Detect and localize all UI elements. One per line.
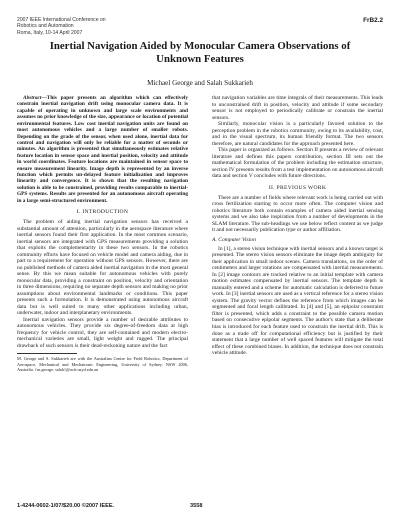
paper-title <box>40 40 360 66</box>
authors: Michael George and Salah Sukkarieh <box>147 79 253 87</box>
conference-line-2: Robotics and Automation <box>17 23 74 30</box>
paragraph: that navigation variables are time integrals of their measurements. This leads to unconstrained drift in position, velocity and attitude if some secondary sensor is not employed to periodically calibrate or constrain the inertial sensors. <box>212 95 383 121</box>
page-number: 3558 <box>190 503 203 509</box>
conference-header <box>17 17 157 36</box>
footnote-rule <box>17 353 77 354</box>
left-column <box>17 95 188 372</box>
paragraph: There are a number of fields where relevant work is being carried out with cross fertilization starting to occur more often. The computer vision and robotics literature both contain examples of camera aided inertial sensing systems and we also take inspiration from a number of developments in the SLAM literature. The sub-headings we use below reflect content as we judge it and not necessarily publication type or author affiliation. <box>212 194 383 234</box>
title-line-1: Inertial Navigation Aided by Monocular Camera Observations of <box>49 40 351 52</box>
abstract-label: Abstract <box>23 95 42 101</box>
conference-line-1: 2007 IEEE International Conference on <box>17 17 106 23</box>
footnote: M. George and S. Sukkarieh are with the Australian Centre for Field Robotics, Department of Aerospace, Mechanical and Mechatronic Engineering, University of Sydney, NSW 2006, Australia. {m.george, salah}@acfr.usyd.edu.au <box>17 356 188 372</box>
paragraph: Inertial navigation sensors provide a number of desirable attributes to autonomous vehicles. They provide six degree-of-freedom data at high frequency for vehicle control, they are self-contained and modern electro-mechanical varieties are small, light weight and rugged. The principal drawback of such sensors is their dead-reckoning nature and the fact <box>17 316 188 349</box>
paper-code: FrB2.2 <box>363 17 383 24</box>
section-heading-introduction: I. INTRODUCTION <box>76 209 129 216</box>
abstract-text: —This paper presents an algorithm which can effectively constrain inertial navigation drift using monocular camera data. It is capable of operating in unknown and large scale environments and assumes no prior knowledge of the size, appearance or location of potential environmental features. Low cost inertial navigation units are found on most autonomous vehicles and a large number of smaller robots. Depending on the grade of the sensor, when used alone, inertial data for control and navigation will only be reliable for a matter of seconds or minutes. An algorithm is presented that simultaneously estimates relative feature location in sensor space and inertial position, velocity and attitude in world coordinates. Feature locations are maintained in sensor space to ensure measurement linearity. Image depth is represented by an inverse function which permits un-delayed feature initialization and improves linearity and convergence. It is shown that the resulting navigation solution is able to be constrained, providing results comparable to inertial-GPS systems. Results are presented for an autonomous aircraft operating in a large semi-structured environment. <box>17 95 188 204</box>
paragraph: In [1], a stereo vision technique with inertial sensors and a known target is presented. The stereo vision sensors eliminate the image depth ambiguity for their application in small indoor scenes. Camera translations, on the order of centimeters and larger rotations are compensated with inertial measurements. In [2] image contours are tracked relative to an initial template with camera motion estimates compensated by inertial sensors. The template depth is manually entered and a scheme for automatic calculation is deferred to future work. In [3] inertial sensors are used as a vertical reference for a stereo vision system. The gravity vector defines the reference from which images can be segmented and focal length calibrated. In [4] and [5], an epipolar constraint filter is presented, which adds a constraint to the possible camera motion based on consecutive epipolar segments. The author's state that a deliberate bias is introduced for each feature used to constrain the inertial drift. This is done as a trade off for computational efficiency but is justified by their statement that a large number of well spaced features will mitigate the total effect of these combined biases. In addition, the technique does not constrain vehicle attitude. <box>212 245 383 357</box>
section-heading-previous-work: II. PREVIOUS WORK <box>268 184 327 191</box>
paragraph: Similarly, monocular vision is a particularly favored solution to the perception problem in the robotics community, owing to its availability, cost, and in the visual spectrum, its human friendly format. The two sensors therefore, are natural candidates for the approach presented here. <box>212 121 383 147</box>
conference-line-3: Roma, Italy, 10-14 April 2007 <box>17 29 83 36</box>
paragraph: This paper is organized as follows. Section II presents a review of relevant literature and defines this papers contribution, section III sets out the mathematical formulation of the problem including the estimation structure, section IV presents results from a test implementation on autonomous aircraft data and section V concludes with future directions. <box>212 147 383 180</box>
paragraph: The problem of aiding inertial navigation sensors has received a substantial amount of attention, particularly in the aerospace literature where inertial sensors found their first application. In the most common scenario, inertial sensors are integrated with GPS measurements providing a solution that exploits the complementarity in these two sensors. In the robotics community efforts have focused on vehicle model and camera aiding, due in part to a requirement for operation without GPS sensors. However, there are no published methods of camera aided inertial navigation in the most general sense. By this we mean suitable for autonomous vehicles with purely monocular data, providing a constraint on position, velocity and orientation in three dimensions, requiring no separate depth sensors and making no prior assumptions about environmental landmarks or conditions. This paper presents such a formulation. It is demonstrated using autonomous aircraft data but is well suited to many other applications including urban, underwater, indoor and interplanetary environments. <box>17 219 188 317</box>
right-column <box>212 95 383 357</box>
title-line-2: Unknown Features <box>156 52 244 65</box>
abstract <box>17 95 188 204</box>
isbn-copyright: 1-4244-0602-1/07/$20.00 ©2007 IEEE. <box>17 503 115 509</box>
subsection-heading-computer-vision: A. Computer Vision <box>212 236 256 243</box>
